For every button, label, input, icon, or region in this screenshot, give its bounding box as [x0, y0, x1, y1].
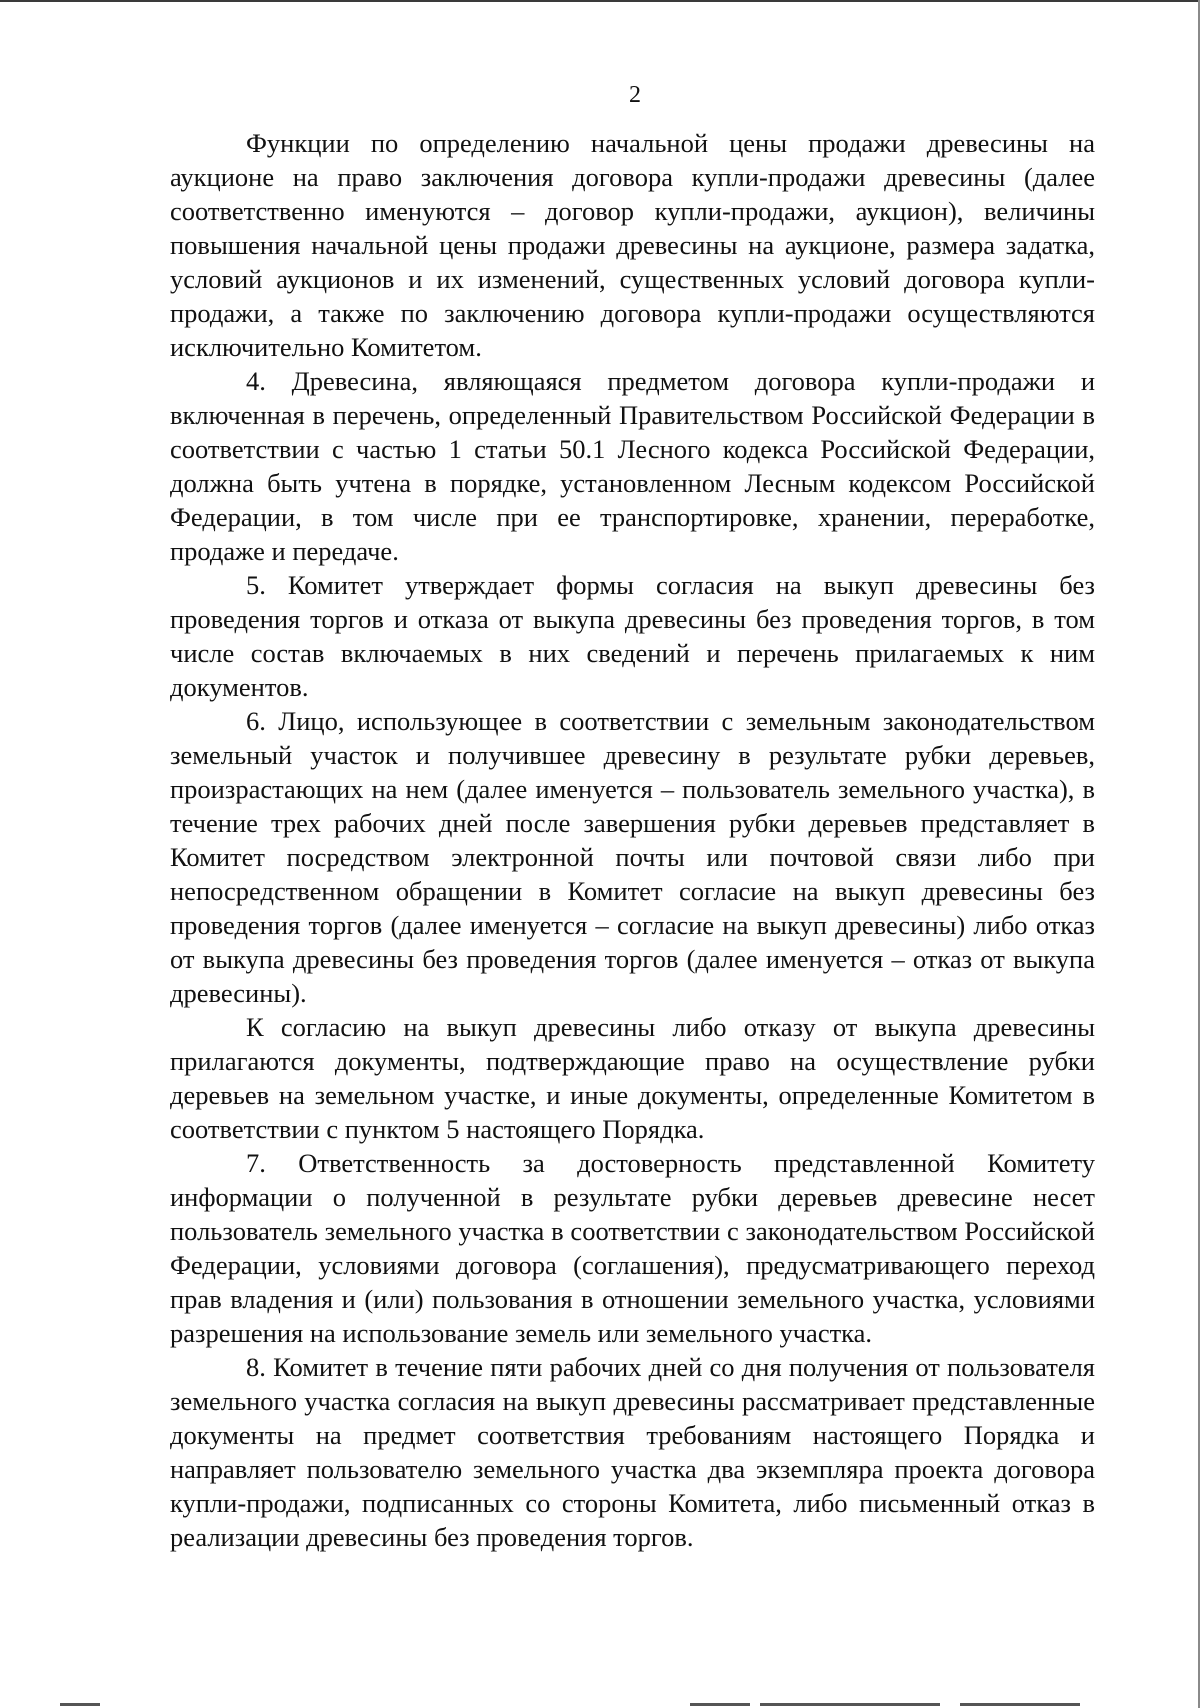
paragraph-item-5: 5. Комитет утверждает формы согласия на выкуп древесины без проведения торгов и отказа от выкупа древесины без проведения торгов, в том числе состав включаемых в них сведений и перечень прилагаемых к ним документов. [170, 570, 1095, 702]
scan-artifact [690, 1703, 750, 1706]
paragraph-item-7: 7. Ответственность за достоверность представленной Комитету информации о полученной в результате рубки деревьев древесине несет пользователь земельного участка в соответствии с законодательством Российской Федерации, условиями договора (соглашения), предусматривающего переход прав владения и (или) пользования в отношении земельного участка, условиями разрешения на использование земель или земельного участка. [170, 1148, 1095, 1348]
page-number: 2 [629, 82, 641, 108]
document-body [170, 126, 1095, 1554]
paragraph-attachments: К согласию на выкуп древесины либо отказу от выкупа древесины прилагаются документы, подтверждающие право на осуществление рубки деревьев на земельном участке, и иные документы, определенные Комитетом в соответствии с пунктом 5 настоящего Порядка. [170, 1012, 1095, 1144]
paragraph-auction-functions: Функции по определению начальной цены продажи древесины на аукционе на право заключения договора купли-продажи древесины (далее соответственно именуются – договор купли-продажи, аукцион), величины повышения начальной цены продажи древесины на аукционе, размера задатка, условий аукционов и их изменений, существенных условий договора купли-продажи, а также по заключению договора купли-продажи осуществляются исключительно Комитетом. [170, 128, 1095, 362]
paragraph-item-4: 4. Древесина, являющаяся предметом договора купли-продажи и включенная в перечень, определенный Правительством Российской Федерации в соответствии с частью 1 статьи 50.1 Лесного кодекса Российской Федерации, должна быть учтена в порядке, установленном Лесным кодексом Российской Федерации, в том числе при ее транспортировке, хранении, переработке, продаже и передаче. [170, 366, 1095, 566]
scan-artifact [760, 1703, 940, 1706]
scan-artifact [960, 1703, 1080, 1706]
top-scan-edge [0, 0, 1200, 2]
paragraph-item-6: 6. Лицо, использующее в соответствии с земельным законодательством земельный участок и получившее древесину в результате рубки деревьев, произрастающих на нем (далее именуется – пользователь земельного участка), в течение трех рабочих дней после завершения рубки деревьев представляет в Комитет посредством электронной почты или почтовой связи либо при непосредственном обращении в Комитет согласие на выкуп древесины без проведения торгов (далее именуется – согласие на выкуп древесины) либо отказ от выкупа древесины без проведения торгов (далее именуется – отказ от выкупа древесины). [170, 706, 1095, 1008]
paragraph-item-8: 8. Комитет в течение пяти рабочих дней со дня получения от пользователя земельного участка согласия на выкуп древесины рассматривает представленные документы на предмет соответствия требованиям настоящего Порядка и направляет пользователю земельного участка два экземпляра проекта договора купли-продажи, подписанных со стороны Комитета, либо письменный отказ в реализации древесины без проведения торгов. [170, 1352, 1095, 1552]
scan-bottom-artifacts [0, 1696, 1200, 1708]
scan-artifact [60, 1703, 100, 1706]
